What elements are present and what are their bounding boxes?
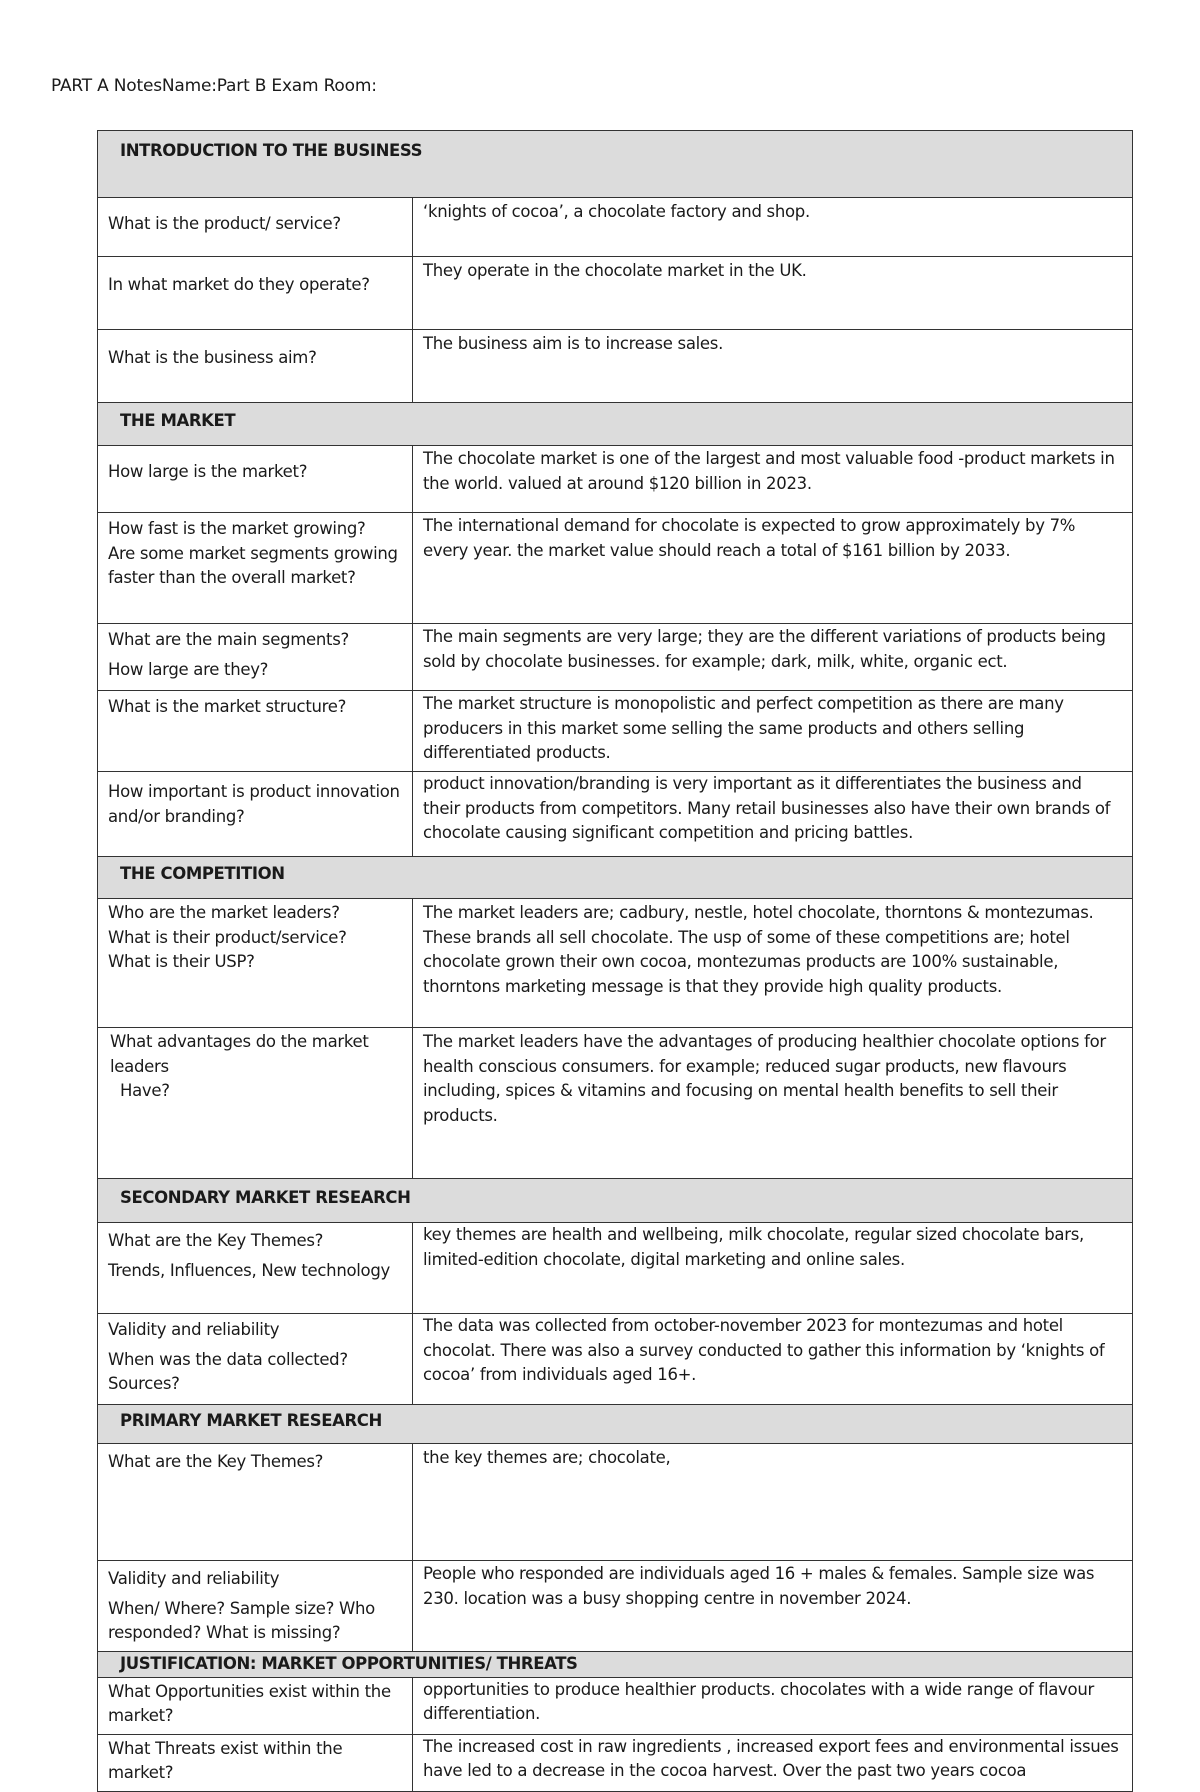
answer-cell[interactable]: The increased cost in raw ingredients , increased export fees and environmental issues have led to a decrease in the cocoa harvest. Over the past two years cocoa <box>413 1734 1133 1791</box>
question-cell: How fast is the market growing? Are some market segments growing faster than the overall market? <box>98 513 413 624</box>
question-cell: Validity and reliability When/ Where? Sample size? Who responded? What is missing? <box>98 1561 413 1652</box>
question-cell: Validity and reliability When was the data collected? Sources? <box>98 1314 413 1405</box>
section-justification-header <box>98 1652 1133 1678</box>
answer-cell[interactable]: The market structure is monopolistic and perfect competition as there are many producers in this market some selling the same products and others selling differentiated products. <box>413 691 1133 772</box>
answer-cell[interactable]: product innovation/branding is very important as it differentiates the business and their products from competitors. Many retail businesses also have their own brands of chocolate causing significant competition and pricing battles. <box>413 772 1133 857</box>
answer-cell[interactable]: The main segments are very large; they are the different variations of products being sold by chocolate businesses. for example; dark, milk, white, organic ect. <box>413 624 1133 691</box>
question-cell: What are the Key Themes? <box>98 1444 413 1561</box>
table-row <box>98 330 1133 403</box>
notes-table <box>97 130 1133 1792</box>
table-row <box>98 1561 1133 1652</box>
question-cell: What advantages do the market leaders Have? <box>98 1028 413 1179</box>
question-cell: How important is product innovation and/or branding? <box>98 772 413 857</box>
answer-cell[interactable]: They operate in the chocolate market in the UK. <box>413 257 1133 330</box>
table-row <box>98 446 1133 513</box>
question-cell: What Threats exist within the market? <box>98 1734 413 1791</box>
table-row <box>98 1444 1133 1561</box>
question-cell: What is the market structure? <box>98 691 413 772</box>
question-cell: What are the main segments? How large are they? <box>98 624 413 691</box>
answer-cell[interactable]: opportunities to produce healthier products. chocolates with a wide range of flavour differentiation. <box>413 1677 1133 1734</box>
question-cell: What are the Key Themes? Trends, Influences, New technology <box>98 1223 413 1314</box>
question-cell: In what market do they operate? <box>98 257 413 330</box>
table-row <box>98 624 1133 691</box>
table-row <box>98 1314 1133 1405</box>
answer-cell[interactable]: The market leaders are; cadbury, nestle, hotel chocolate, thorntons & montezumas. These brands all sell chocolate. The usp of some of these competitions are; hotel chocolate grown their own cocoa, montezumas products are 100% sustainable, thorntons marketing message is that they provide high quality products. <box>413 899 1133 1028</box>
section-title: THE COMPETITION <box>98 857 1133 899</box>
section-competition-header <box>98 857 1133 899</box>
answer-cell[interactable]: ‘knights of cocoa’, a chocolate factory and shop. <box>413 198 1133 257</box>
section-title: JUSTIFICATION: MARKET OPPORTUNITIES/ THREATS <box>98 1652 1133 1678</box>
question-cell: Who are the market leaders? What is their product/service? What is their USP? <box>98 899 413 1028</box>
table-row <box>98 1223 1133 1314</box>
section-intro-header <box>98 131 1133 198</box>
table-row <box>98 257 1133 330</box>
answer-cell[interactable]: The business aim is to increase sales. <box>413 330 1133 403</box>
answer-cell[interactable]: People who responded are individuals aged 16 + males & females. Sample size was 230. location was a busy shopping centre in november 2024. <box>413 1561 1133 1652</box>
table-row <box>98 1028 1133 1179</box>
table-row <box>98 198 1133 257</box>
table-row <box>98 691 1133 772</box>
answer-cell[interactable]: The international demand for chocolate is expected to grow approximately by 7% every year. the market value should reach a total of $161 billion by 2033. <box>413 513 1133 624</box>
table-row <box>98 899 1133 1028</box>
answer-cell[interactable]: key themes are health and wellbeing, milk chocolate, regular sized chocolate bars, limited-edition chocolate, digital marketing and online sales. <box>413 1223 1133 1314</box>
table-row <box>98 1677 1133 1734</box>
question-cell: What is the product/ service? <box>98 198 413 257</box>
answer-cell[interactable]: The data was collected from october-november 2023 for montezumas and hotel chocolat. There was also a survey conducted to gather this information by ‘knights of cocoa’ from individuals aged 16+. <box>413 1314 1133 1405</box>
section-secondary-header <box>98 1179 1133 1223</box>
question-cell: What Opportunities exist within the market? <box>98 1677 413 1734</box>
section-title: THE MARKET <box>98 403 1133 446</box>
section-market-header <box>98 403 1133 446</box>
question-cell: How large is the market? <box>98 446 413 513</box>
section-title: INTRODUCTION TO THE BUSINESS <box>98 131 1133 198</box>
table-row <box>98 513 1133 624</box>
section-primary-header <box>98 1405 1133 1444</box>
section-title: SECONDARY MARKET RESEARCH <box>98 1179 1133 1223</box>
page-header: PART A NotesName:Part B Exam Room: <box>51 76 377 96</box>
answer-cell[interactable]: The market leaders have the advantages of producing healthier chocolate options for health conscious consumers. for example; reduced sugar products, new flavours including, spices & vitamins and focusing on mental health benefits to sell their products. <box>413 1028 1133 1179</box>
table-row <box>98 772 1133 857</box>
answer-cell[interactable]: The chocolate market is one of the largest and most valuable food -product markets in the world. valued at around $120 billion in 2023. <box>413 446 1133 513</box>
question-cell: What is the business aim? <box>98 330 413 403</box>
table-row <box>98 1734 1133 1791</box>
answer-cell[interactable]: the key themes are; chocolate, <box>413 1444 1133 1561</box>
section-title: PRIMARY MARKET RESEARCH <box>98 1405 1133 1444</box>
